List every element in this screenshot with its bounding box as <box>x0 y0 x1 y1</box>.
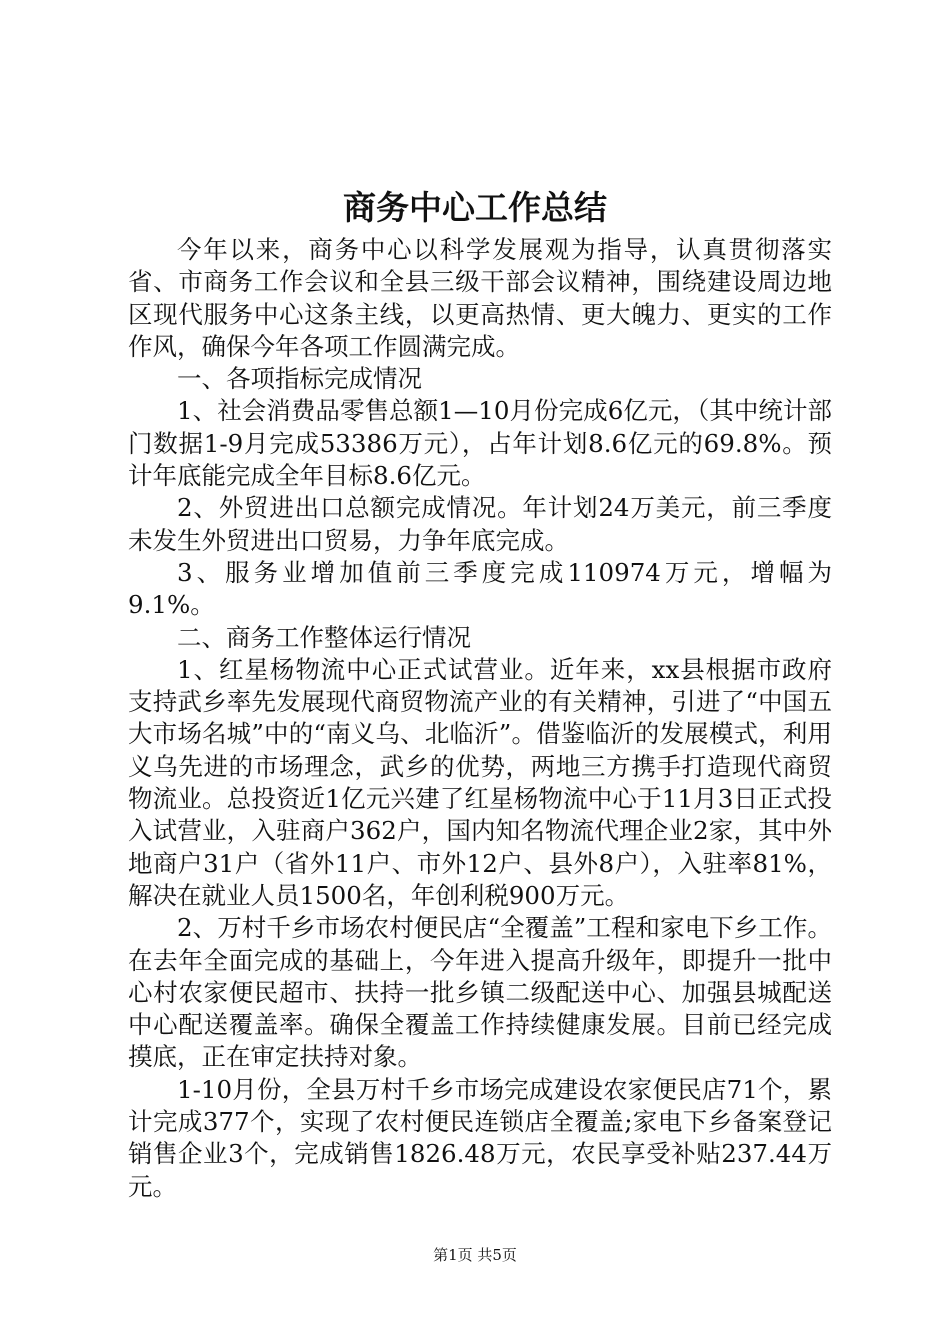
document-title: 商务中心工作总结 <box>343 188 607 227</box>
paragraph-item-1-3: 3、服务业增加值前三季度完成110974万元，增幅为9.1%。 <box>128 557 832 620</box>
document-body <box>128 234 832 1203</box>
section-heading-2: 二、商务工作整体运行情况 <box>177 622 471 652</box>
paragraph-item-1-1: 1、社会消费品零售总额1—10月份完成6亿元，（其中统计部门数据1-9月完成53386万元），占年计划8.6亿元的69.8%。预计年底能完成全年目标8.6亿元。 <box>128 396 832 491</box>
paragraph-item-2-2: 2、万村千乡市场农村便民店“全覆盖”工程和家电下乡工作。在去年全面完成的基础上，今年进入提高升级年，即提升一批中心村农家便民超市、扶持一批乡镇二级配送中心、加强县城配送中心配送覆盖率。确保全覆盖工作持续健康发展。目前已经完成摸底，正在审定扶持对象。 <box>128 913 832 1072</box>
paragraph-item-2-3: 1-10月份，全县万村千乡市场完成建设农家便民店71个，累计完成377个，实现了农村便民连锁店全覆盖;家电下乡备案登记销售企业3个，完成销售1826.48万元，农民享受补贴237.44万元。 <box>128 1074 832 1201</box>
paragraph-intro: 今年以来，商务中心以科学发展观为指导，认真贯彻落实省、市商务工作会议和全县三级干部会议精神，围绕建设周边地区现代服务中心这条主线，以更高热情、更大魄力、更实的工作作风，确保今年各项工作圆满完成。 <box>128 235 832 361</box>
section-heading-1: 一、各项指标完成情况 <box>177 364 422 394</box>
paragraph-item-2-1: 1、红星杨物流中心正式试营业。近年来，xx县根据市政府支持武乡率先发展现代商贸物流产业的有关精神，引进了“中国五大市场名城”中的“南义乌、北临沂”。借鉴临沂的发展模式，利用义乌先进的市场理念，武乡的优势，两地三方携手打造现代商贸物流业。总投资近1亿元兴建了红星杨物流中心于11月3日正式投入试营业，入驻商户362户，国内知名物流代理企业2家，其中外地商户31户（省外11户、市外12户、县外8户），入驻率81%，解决在就业人员1500名，年创利税900万元。 <box>128 654 832 910</box>
page-number-footer: 第1页 共5页 <box>433 1246 517 1264</box>
paragraph-item-1-2: 2、外贸进出口总额完成情况。年计划24万美元，前三季度未发生外贸进出口贸易，力争年底完成。 <box>128 493 832 555</box>
